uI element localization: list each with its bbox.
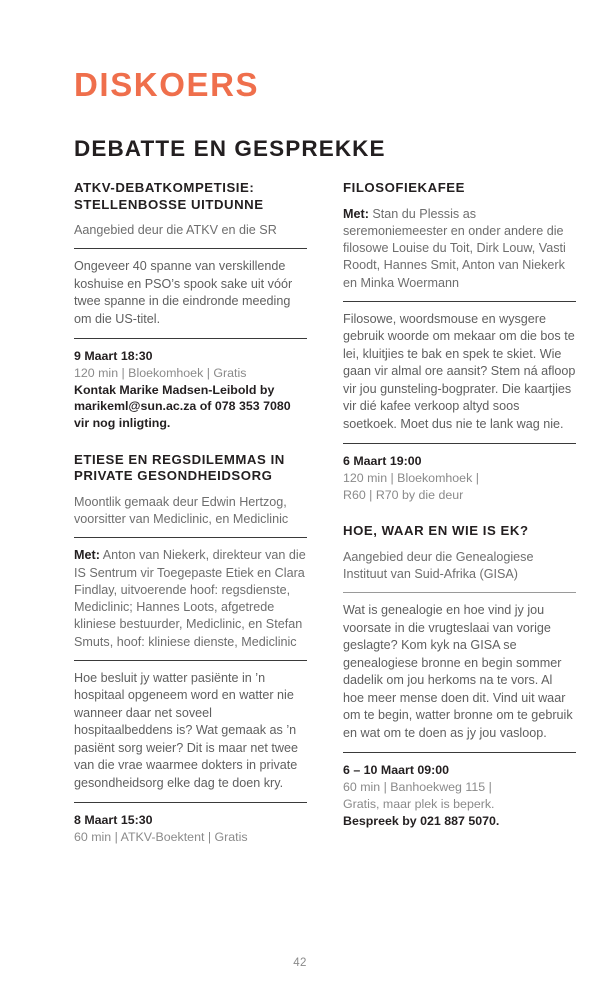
event-presenter xyxy=(74,494,307,529)
event-presenter-text: Aangebied deur die ATKV en die SR xyxy=(74,223,277,237)
event-meta xyxy=(74,348,307,432)
event-datetime: 6 – 10 Maart 09:00 xyxy=(343,763,450,778)
event-datetime: 9 Maart 18:30 xyxy=(74,349,153,364)
event-details: 120 min | Bloekomhoek | xyxy=(343,470,479,485)
divider-rule xyxy=(343,301,576,302)
event-entry xyxy=(74,452,307,846)
event-entry xyxy=(343,523,576,829)
event-meta xyxy=(343,762,576,829)
column-right xyxy=(343,180,576,846)
section-heading: DEBATTE EN GESPREKKE xyxy=(74,136,386,161)
event-meta xyxy=(74,812,307,845)
two-column-layout xyxy=(74,180,576,846)
column-left xyxy=(74,180,307,846)
masthead xyxy=(74,68,534,101)
event-price: R60 | R70 by die deur xyxy=(343,487,464,502)
divider-rule xyxy=(343,443,576,444)
divider-rule xyxy=(74,537,307,538)
event-cast-text: Anton van Niekerk, direkteur van die IS Sentrum vir Toegepaste Etiek en Clara Findlay, uitvoerende hoof: regsdienste, Mediclinic; Hannes Loots, afgetrede kliniese bestuurder, Mediclinic, en Stefan Smuts, hoof: kliniese dienste, Mediclinic xyxy=(74,548,306,649)
event-availability: Gratis, maar plek is beperk. xyxy=(343,796,495,811)
event-meta xyxy=(343,453,576,503)
event-description: Hoe besluit jy watter pasiënte in ’n hospitaal opgeneem word en watter nie wanneer daar net soveel hospitaalbeddens is? Wat gemaak as ’n pasiënt sorg weier? Dit is maar net twee van die vrae waarmee dokters in private gesondheidsorg elke dag te doen kry. xyxy=(74,670,298,790)
event-cast xyxy=(74,547,307,651)
event-presenter xyxy=(74,222,307,239)
event-description: Wat is genealogie en hoe vind jy jou voorsate in die vrugteslaai van vorige geslagte? Kom kyk na GISA se genealogiese bronne en begin sommer dadelik om jou herkoms na te vors. Al hoe meer mense doen dit. Vind uit waar om te begin, watter bronne om te gebruik en wat om te doen as jy jou vasloop. xyxy=(343,603,573,740)
event-contact-note: Kontak Marike Madsen-Leibold by marikeml@sun.ac.za of 078 353 7080 vir nog inligting. xyxy=(74,382,291,431)
page-folio: 42 xyxy=(293,957,307,969)
spacer xyxy=(343,503,576,523)
event-presenter xyxy=(343,206,576,292)
divider-rule xyxy=(343,752,576,753)
event-datetime: 8 Maart 15:30 xyxy=(74,813,153,828)
event-entry xyxy=(74,180,307,432)
event-details: 120 min | Bloekomhoek | Gratis xyxy=(74,365,247,380)
event-title: ATKV-DEBATKOMPETISIE: STELLENBOSSE UITDUNNE xyxy=(74,180,264,212)
event-description: Filosowe, woordsmouse en wysgere gebruik woorde om mekaar om die bos te lei, kluitjies te bak en spek te skiet. Wie gaan vir almal ore aansit? Stem ná afloop vir jou gunsteling-bogprater. Die kaartjies vir dié kafee verkoop altyd soos soetkoek. Moet dus nie te lank wag nie. xyxy=(343,311,576,431)
event-details: 60 min | Banhoekweg 115 | xyxy=(343,780,492,795)
event-presenter-label: Met: xyxy=(343,206,369,221)
event-presenter-text: Moontlik gemaak deur Edwin Hertzog, voorsitter van Mediclinic, en Mediclinic xyxy=(74,494,289,527)
divider-rule xyxy=(74,660,307,661)
event-booking-note: Bespreek by 021 887 5070. xyxy=(343,813,500,828)
event-description: Ongeveer 40 spanne van verskillende koshuise en PSO’s spook sake uit vóór twee spanne in die eindronde meeding om die US-titel. xyxy=(74,259,293,326)
divider-rule xyxy=(343,592,576,593)
spacer xyxy=(74,432,307,452)
event-cast-label: Met: xyxy=(74,548,100,563)
event-entry xyxy=(343,180,576,503)
event-presenter xyxy=(343,549,576,584)
divider-rule xyxy=(74,248,307,249)
event-datetime: 6 Maart 19:00 xyxy=(343,454,422,469)
event-presenter-text: Stan du Plessis as seremoniemeester en onder andere die filosowe Louise du Toit, Dirk Louw, Vasti Roodt, Hannes Smit, Anton van Niekerk en Minka Woermann xyxy=(343,206,566,290)
divider-rule xyxy=(74,802,307,803)
divider-rule xyxy=(74,338,307,339)
event-title: FILOSOFIEKAFEE xyxy=(343,180,465,195)
publication-title: DISKOERS xyxy=(74,66,260,103)
event-title: ETIESE EN REGSDILEMMAS IN PRIVATE GESONDHEIDSORG xyxy=(74,451,285,484)
event-title: HOE, WAAR EN WIE IS EK? xyxy=(343,523,529,539)
event-presenter-text: Aangebied deur die Genealogiese Instituut van Suid-Afrika (GISA) xyxy=(343,549,534,582)
event-details: 60 min | ATKV-Boektent | Gratis xyxy=(74,830,248,845)
